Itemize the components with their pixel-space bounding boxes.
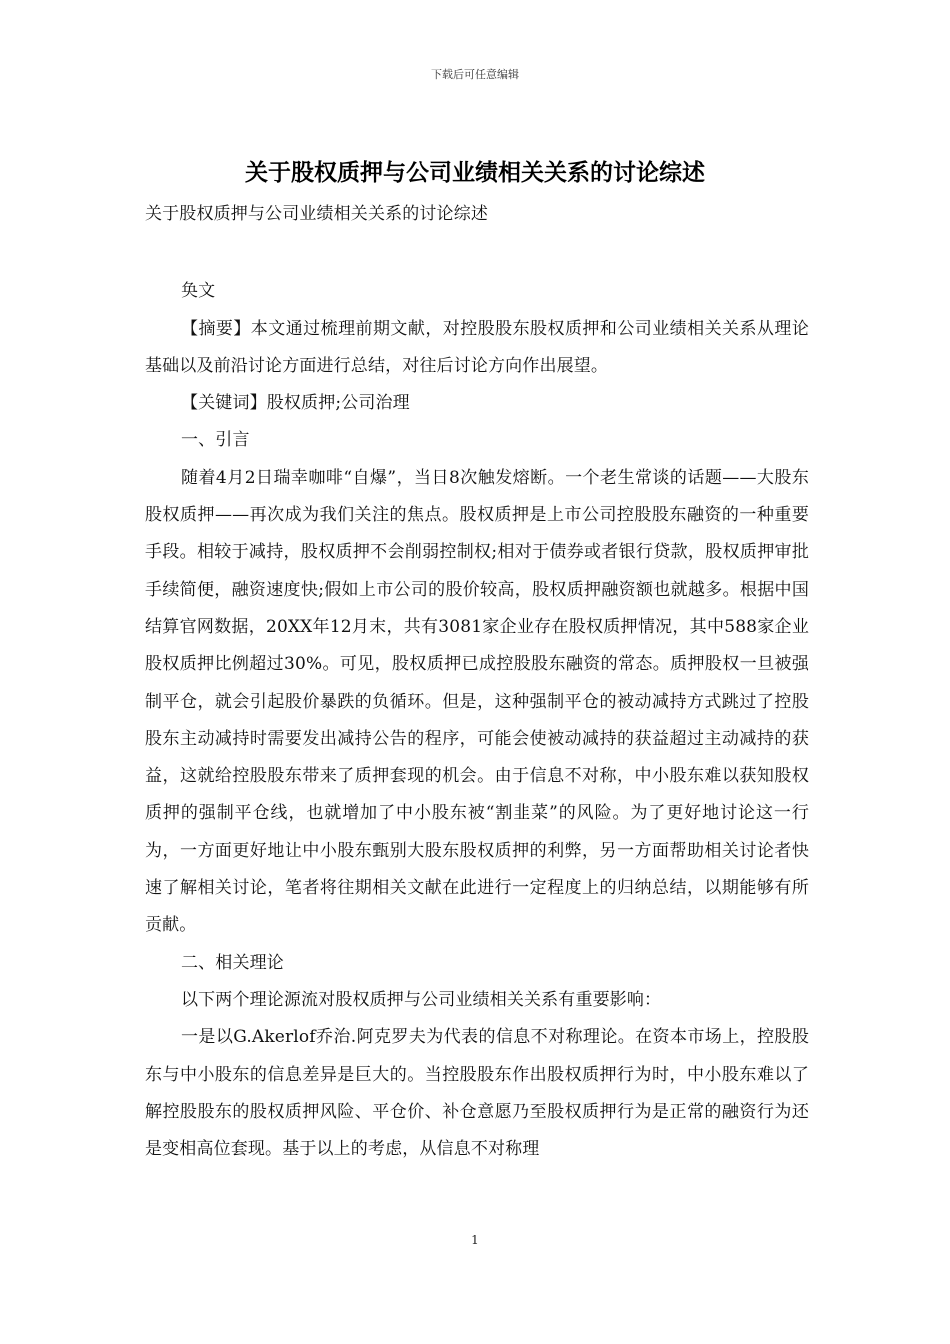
author: 奂文 <box>181 281 216 302</box>
section-heading-introduction: 一、引言 <box>181 430 250 451</box>
document-body <box>145 196 809 1168</box>
section-heading-theory: 二、相关理论 <box>181 952 284 973</box>
spacer <box>145 233 809 273</box>
page-number: 1 <box>471 1233 479 1247</box>
theory-paragraph-1: 一是以G.Akerlof乔治.阿克罗夫为代表的信息不对称理论。在资本市场上，控股股东与中小股东的信息差异是巨大的。当控股股东作出股权质押行为时，中小股东难以了解控股股东的股权质押风险、平仓价、补仓意愿乃至股权质押行为是正常的融资行为还是变相高位套现。基于以上的考虑，从信息不对称理 <box>145 1027 809 1160</box>
introduction-paragraph: 随着4月2日瑞幸咖啡“自爆”，当日8次触发熔断。一个老生常谈的话题——大股东股权质押——再次成为我们关注的焦点。股权质押是上市公司控股股东融资的一种重要手段。相较于减持，股权质押不会削弱控制权;相对于债券或者银行贷款，股权质押审批手续简便，融资速度快;假如上市公司的股价较高，股权质押融资额也就越多。根据中国结算官网数据，20XX年12月末，共有3081家企业存在股权质押情况，其中588家企业股权质押比例超过30%。可见，股权质押已成控股股东融资的常态。质押股权一旦被强制平仓，就会引起股价暴跌的负循环。但是，这种强制平仓的被动减持方式跳过了控股股东主动减持时需要发出减持公告的程序，可能会使被动减持的获益超过主动减持的获益，这就给控股股东带来了质押套现的机会。由于信息不对称，中小股东难以获知股权质押的强制平仓线，也就增加了中小股东被“割韭菜”的风险。为了更好地讨论这一行为，一方面更好地让中小股东甄别大股东股权质押的利弊，另一方面帮助相关讨论者快速了解相关讨论，笔者将往期相关文献在此进行一定程度上的归纳总结，以期能够有所贡献。 <box>145 467 809 936</box>
theory-intro-paragraph: 以下两个理论源流对股权质押与公司业绩相关关系有重要影响： <box>181 989 662 1010</box>
document-title: 关于股权质押与公司业绩相关关系的讨论综述 <box>245 159 705 186</box>
page-header: 下载后可任意编辑 <box>431 68 519 81</box>
document-subtitle: 关于股权质押与公司业绩相关关系的讨论综述 <box>145 204 488 224</box>
keywords: 【关键词】股权质押;公司治理 <box>181 393 410 414</box>
abstract: 【摘要】本文通过梳理前期文献，对控股股东股权质押和公司业绩相关关系从理论基础以及前沿讨论方面进行总结，对往后讨论方向作出展望。 <box>145 318 809 376</box>
